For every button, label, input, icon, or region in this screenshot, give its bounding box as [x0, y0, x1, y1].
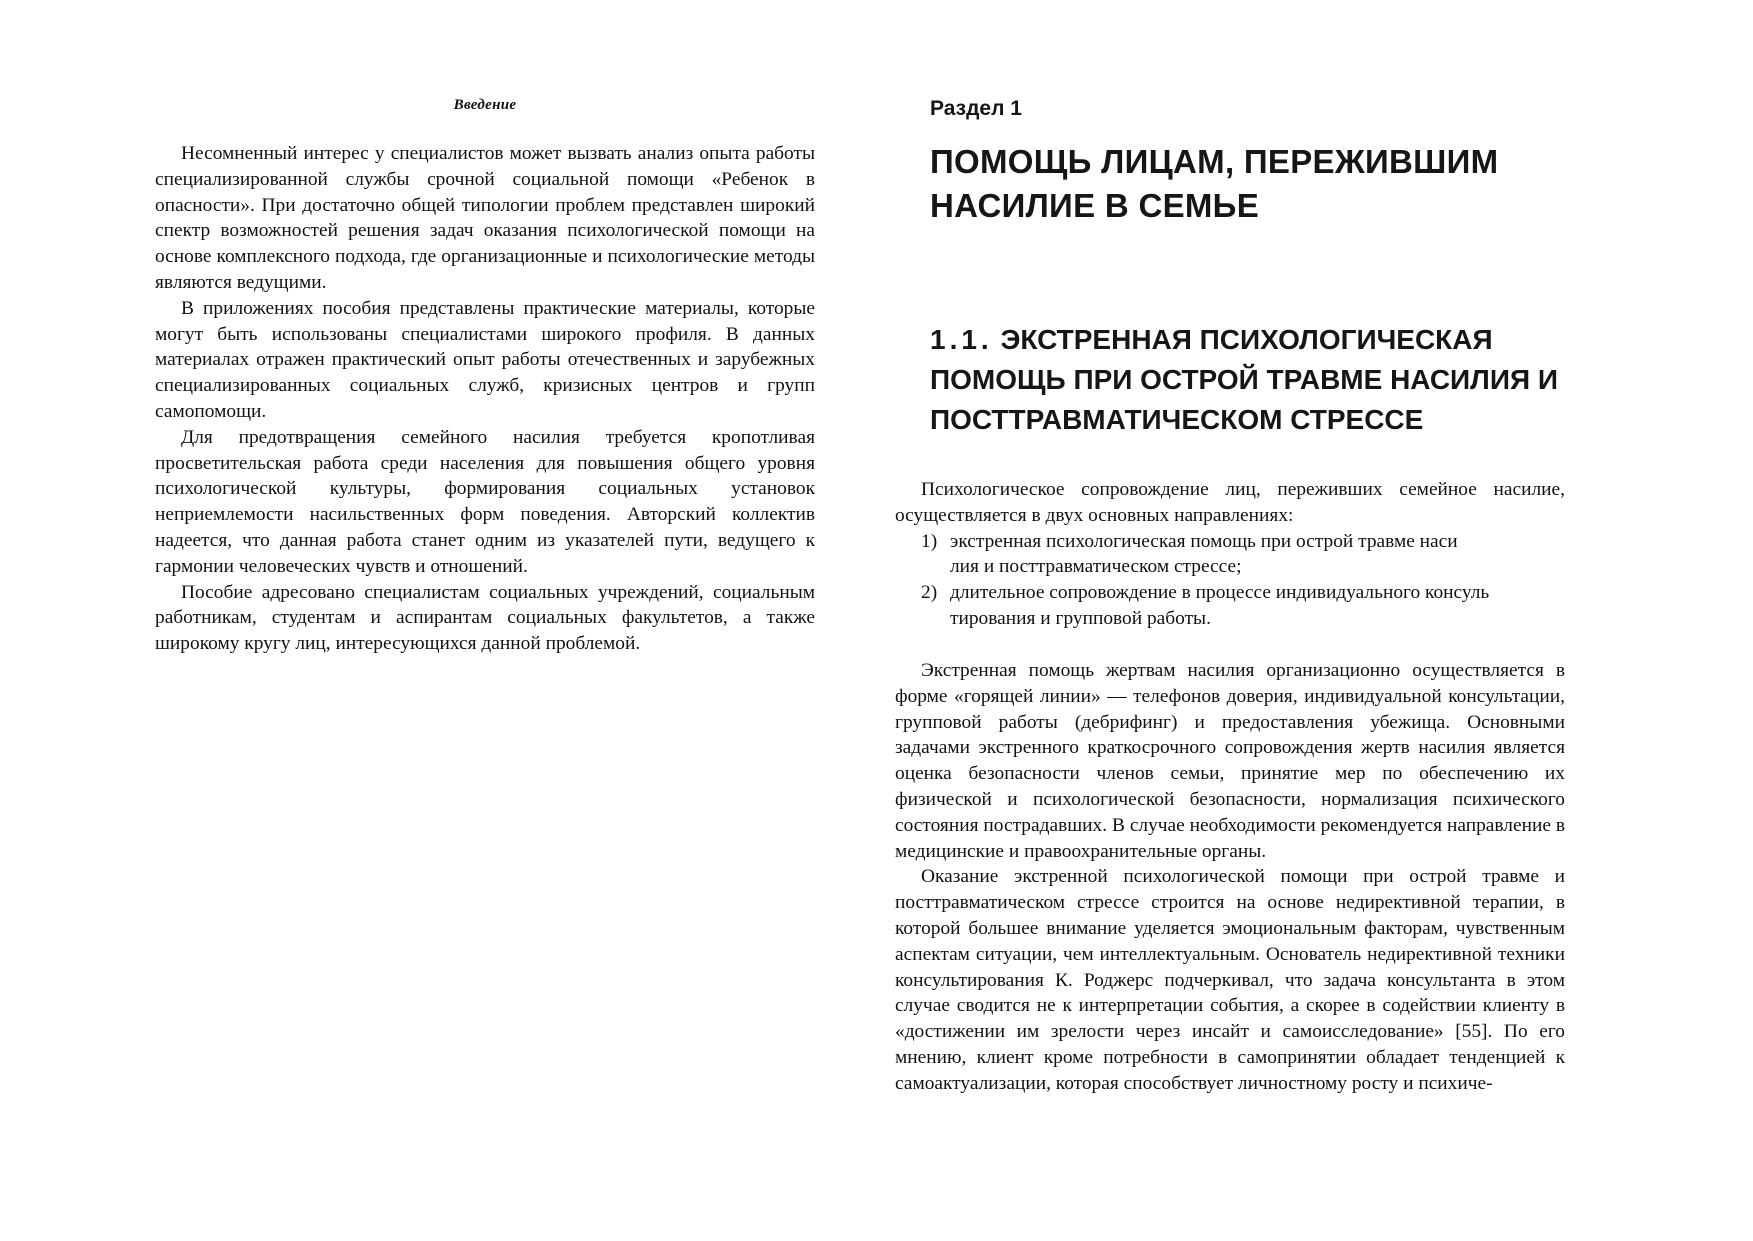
- list-marker: 2): [921, 582, 938, 604]
- paragraph: В приложениях пособия представлены практические материалы, которые могут быть использованы специалистами широкого профиля. В данных материалах отражен практический опыт работы отечественных и зарубежных специализированных социальных служб, кризисных центров и групп самопомощи.: [155, 297, 815, 422]
- subsection-number: 1.1.: [930, 324, 993, 355]
- left-page-body: [155, 141, 815, 657]
- list-item-line: лия и посттравматическом стрессе;: [950, 556, 1242, 578]
- section-label: Раздел 1: [930, 97, 1022, 120]
- paragraph: Несомненный интерес у специалистов может вызвать анализ опыта работы специализированной службы срочной социальной помощи «Ребенок в опасности». При достаточно общей типологии проблем представлен широкий спектр возможностей решения задач оказания психологической помощи на основе комплексного подхода, где организационные и психологические методы являются ведущими.: [155, 143, 815, 293]
- list-marker: 1): [921, 530, 938, 552]
- directions-list: [895, 529, 1565, 632]
- intro-block: [895, 477, 1565, 632]
- list-item-line: длительное сопровождение в процессе индивидуального консуль: [950, 582, 1490, 604]
- list-item: [895, 580, 1565, 632]
- list-item-line: тирования и групповой работы.: [950, 607, 1211, 629]
- running-head: Введение: [453, 97, 517, 113]
- list-item-line: экстренная психологическая помощь при острой травме наси: [950, 530, 1458, 552]
- paragraph: Экстренная помощь жертвам насилия организационно осуществляется в форме «горящей линии» — телефонов доверия, индивидуальной консультации, групповой работы (дебрифинг) и предоставления убежища. Основными задачами экстренного краткосрочного сопровождения жертв насилия является оценка безопасности членов семьи, принятие мер по обеспечению их физической и психологической безопасности, нормализация психического состояния пострадавших. В случае необходимости рекомендуется направление в медицинские и правоохранительные органы.: [895, 660, 1565, 862]
- paragraph: Оказание экстренной психологической помощи при острой травме и посттравматическом стрессе строится на основе недирективной терапии, в которой большее внимание уделяется эмоциональным факторам, чувственным аспектам ситуации, чем интеллектуальным. Основатель недирективной техники консультирования К. Роджерс подчеркивал, что задача консультанта в этом случае сводится не к интерпретации события, а скорее в содействии клиенту в «достижении им зрелости через инсайт и самоисследование» [55]. По его мнению, клиент кроме потребности в самопринятии обладает тенденцией к самоактуализации, которая способствует личностному росту и психиче-: [895, 866, 1565, 1094]
- subsection-heading: [930, 320, 1570, 440]
- subsection-title: ЭКСТРЕННАЯ ПСИХОЛОГИЧЕСКАЯ ПОМОЩЬ ПРИ ОСТРОЙ ТРАВМЕ НАСИЛИЯ И ПОСТТРАВМАТИЧЕСКОМ СТРЕССЕ: [930, 324, 1558, 435]
- list-item: [895, 529, 1565, 581]
- section-title: ПОМОЩЬ ЛИЦАМ, ПЕРЕЖИВШИМ НАСИЛИЕ В СЕМЬЕ: [930, 143, 1499, 224]
- intro-paragraph: Психологическое сопровождение лиц, переживших семейное насилие, осуществляется в двух основных направлениях:: [895, 479, 1565, 526]
- paragraph: Для предотвращения семейного насилия требуется кропотливая просветительская работа среди населения для повышения общего уровня психологической культуры, формирования социальных установок неприемлемости насильственных форм поведения. Авторский коллектив надеется, что данная работа станет одним из указателей пути, ведущего к гармонии человеческих чувств и отношений.: [155, 426, 815, 577]
- right-page-body: [895, 658, 1565, 1097]
- paragraph: Пособие адресовано специалистам социальных учреждений, социальным работникам, студентам и аспирантам социальных факультетов, а также широкому кругу лиц, интересующихся данной проблемой.: [155, 581, 815, 655]
